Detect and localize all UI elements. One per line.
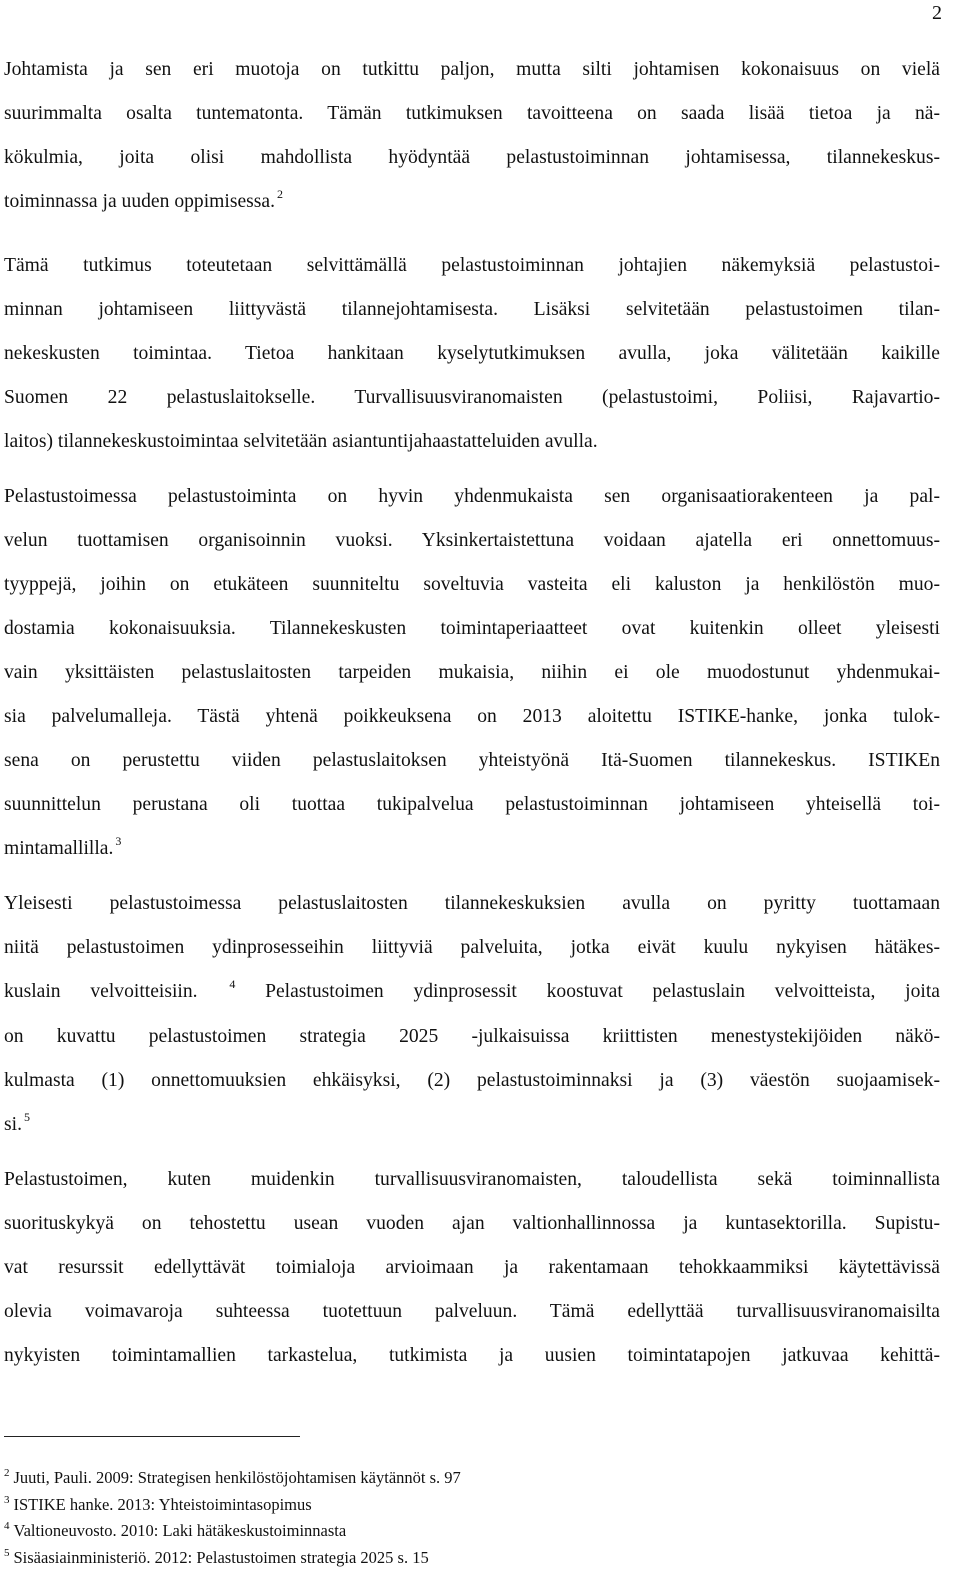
footnote-number: 2	[4, 1467, 10, 1479]
footnotes	[4, 1466, 461, 1572]
footnote-text: Sisäasiainministeriö. 2012: Pelastustoimen strategia 2025 s. 15	[13, 1547, 429, 1567]
page-number: 2	[932, 2, 942, 24]
footnote-number: 5	[4, 1546, 10, 1559]
paragraph-1	[4, 48, 940, 225]
text-line: tyyppejä, joihin on etukäteen suunniteltu soveltuvia vasteita eli kaluston ja henkilöstön muo-	[4, 574, 940, 595]
text-line: Suomen 22 pelastuslaitokselle. Turvallisuusviranomaisten (pelastustoimi, Poliisi, Rajavartio-	[4, 387, 940, 408]
text-line: vain yksittäisten pelastuslaitosten tarpeiden mukaisia, niihin ei ole muodostunut yhdenmukai-	[4, 662, 940, 683]
text-line: laitos) tilannekeskustoimintaa selvitetään asiantuntijahaastatteluiden avulla.	[4, 431, 598, 452]
text-line-continuation: Pelastustoimen ydinprosessit koostuvat pelastuslain velvoitteista, joita	[265, 981, 941, 1002]
text-line: dostamia kokonaisuuksia. Tilannekeskusten toimintaperiaatteet ovat kuitenkin olleet yleisesti	[4, 618, 940, 639]
footnote-item	[4, 1546, 461, 1573]
text-line: olevia voimavaroja suhteessa tuotettuun palveluun. Tämä edellyttää turvallisuusviranomaisilta	[4, 1301, 940, 1322]
text-line: sia palvelumalleja. Tästä yhtenä poikkeuksena on 2013 aloitettu ISTIKE-hanke, jonka tulok-	[4, 706, 940, 727]
text-line: Yleisesti pelastustoimessa pelastuslaitosten tilannekeskuksien avulla on pyritty tuottamaan	[4, 893, 940, 914]
text-line: nekeskusten toimintaa. Tietoa hankitaan kyselytutkimuksen avulla, joka välitetään kaikille	[4, 343, 940, 364]
footnote-ref: 2	[277, 187, 284, 201]
paragraph-3	[4, 475, 940, 872]
text-line: Tämä tutkimus toteutetaan selvittämällä pelastustoiminnan johtajien näkemyksiä pelastustoi-	[4, 255, 940, 276]
text-line	[4, 1103, 940, 1148]
text-line-content: mintamallilla.	[4, 838, 114, 859]
footnote-text: ISTIKE hanke. 2013: Yhteistoimintasopimus	[13, 1494, 312, 1514]
text-line: Johtamista ja sen eri muotoja on tutkittu paljon, mutta silti johtamisen kokonaisuus on vielä	[4, 59, 940, 80]
text-line: nykyisten toimintamallien tarkastelua, tutkimista ja uusien toimintatapojen jatkuvaa kehittä-	[4, 1345, 940, 1366]
footnote-number: 3	[4, 1493, 10, 1506]
text-line: suorituskykyä on tehostettu usean vuoden ajan valtionhallinnossa ja kuntasektorilla. Supistu-	[4, 1213, 940, 1234]
paragraph-5	[4, 1158, 940, 1378]
text-line	[4, 970, 940, 1015]
footnote-ref: 5	[23, 1110, 30, 1124]
text-line: Pelastustoimessa pelastustoiminta on hyvin yhdenmukaista sen organisaatiorakenteen ja pal-	[4, 486, 940, 507]
footnote-item	[4, 1466, 461, 1493]
footnote-number: 4	[4, 1520, 10, 1532]
footnote-item	[4, 1493, 461, 1520]
text-line: suurimmalta osalta tuntematonta. Tämän tutkimuksen tavoitteena on saada lisää tietoa ja nä-	[4, 103, 940, 124]
text-line-content: toiminnassa ja uuden oppimisessa.	[4, 191, 276, 212]
text-line: kulmasta (1) onnettomuuksien ehkäisyksi, (2) pelastustoiminnaksi ja (3) väestön suojaamisek-	[4, 1070, 940, 1091]
footnote-text: Valtioneuvosto. 2010: Laki hätäkeskustoiminnasta	[13, 1521, 347, 1540]
paragraph-2	[4, 244, 940, 464]
text-line: niitä pelastustoimen ydinprosesseihin liittyviä palveluita, jotka eivät kuulu nykyisen hätäkes-	[4, 937, 940, 958]
footnote-item	[4, 1519, 461, 1546]
text-line-content: kuslain velvoitteisiin.	[4, 981, 198, 1002]
footnote-ref: 4	[229, 977, 236, 991]
text-line: sena on perustettu viiden pelastuslaitoksen yhteistyönä Itä-Suomen tilannekeskus. ISTIKEn	[4, 750, 940, 771]
text-line	[4, 180, 940, 225]
text-line: Pelastustoimen, kuten muidenkin turvallisuusviranomaisten, taloudellista sekä toiminnallista	[4, 1169, 940, 1190]
footnote-ref: 3	[115, 834, 122, 848]
text-line	[4, 827, 940, 872]
footnote-divider	[4, 1436, 300, 1437]
text-line-content: si.	[4, 1114, 22, 1135]
paragraph-4	[4, 882, 940, 1148]
text-line: vat resurssit edellyttävät toimialoja arvioimaan ja rakentamaan tehokkaammiksi käytettävissä	[4, 1257, 940, 1278]
text-line: kökulmia, joita olisi mahdollista hyödyntää pelastustoiminnan johtamisessa, tilannekeskus-	[4, 147, 940, 168]
text-line: velun tuottamisen organisoinnin vuoksi. Yksinkertaistettuna voidaan ajatella eri onnettomuus-	[4, 530, 940, 551]
text-line: minnan johtamiseen liittyvästä tilannejohtamisesta. Lisäksi selvitetään pelastustoimen tilan-	[4, 299, 940, 320]
text-line: on kuvattu pelastustoimen strategia 2025 -julkaisuissa kriittisten menestystekijöiden näkö-	[4, 1026, 940, 1047]
text-line: suunnittelun perustana oli tuottaa tukipalvelua pelastustoiminnan johtamiseen yhteisellä toi-	[4, 794, 940, 815]
footnote-text: Juuti, Pauli. 2009: Strategisen henkilöstöjohtamisen käytännöt s. 97	[13, 1468, 461, 1487]
